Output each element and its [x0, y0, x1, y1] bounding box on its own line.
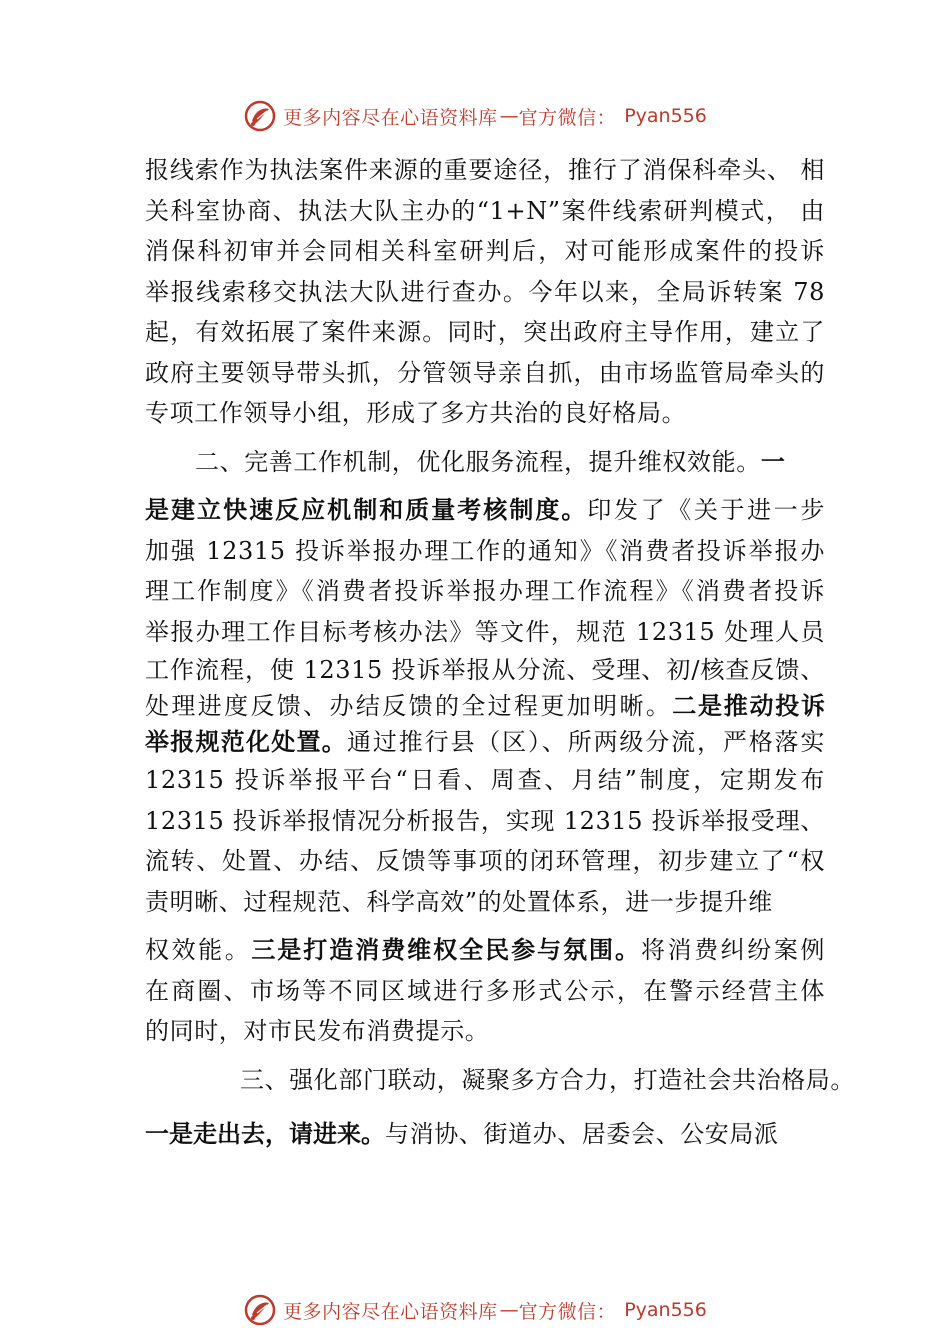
- body-line: 政府主要领导带头抓，分管领导亲自抓，由市场监管局牵头的: [145, 358, 825, 387]
- body-line: 起，有效拓展了案件来源。同时，突出政府主导作用，建立了: [145, 318, 825, 346]
- header-banner: [0, 96, 950, 136]
- section-heading: 三、强化部门联动，凝聚多方合力，打造社会共治格局。: [240, 1065, 855, 1094]
- body-line: 流转、处置、办结、反馈等事项的闭环管理，初步建立了“权: [145, 847, 825, 875]
- banner-account: Pyan556: [624, 105, 707, 127]
- body-line: [145, 930, 825, 971]
- body-text: 通过推行县（区）、所两级分流，严格落实: [347, 728, 825, 756]
- bold-phrase: 举报规范化处置。: [145, 728, 348, 756]
- banner-separator: —: [499, 105, 519, 127]
- bold-phrase: 一: [760, 447, 785, 476]
- body-text: 将消费纠纷案例: [640, 936, 826, 964]
- body-line: 理工作制度》《消费者投诉举报办理工作流程》《消费者投诉: [145, 577, 825, 605]
- body-line: 责明晰、过程规范、科学高效”的处置体系，进一步提升维: [145, 887, 773, 916]
- body-line: [145, 724, 825, 760]
- body-line: 关科室协商、执法大队主办的“1+N”案件线索研判模式， 由: [145, 196, 825, 225]
- section-heading: [145, 442, 825, 483]
- heading-text: 二、完善工作机制，优化服务流程，提升维权效能。: [195, 447, 761, 476]
- body-text: 权效能。: [145, 936, 252, 964]
- body-line: 在商圈、市场等不同区域进行多形式公示，在警示经营主体: [145, 976, 825, 1005]
- banner-separator: —: [499, 1299, 519, 1321]
- body-line: 加强 12315 投诉举报办理工作的通知》《消费者投诉举报办: [145, 536, 825, 565]
- body-text: 印发了《关于进一步: [587, 496, 825, 524]
- banner-title: 更多内容尽在心语资料库: [283, 106, 498, 129]
- footer-banner: [0, 1290, 950, 1330]
- bold-phrase: 是建立快速反应机制和质量考核制度。: [145, 496, 588, 524]
- body-text: 处理进度反馈、办结反馈的全过程更加明晰。: [145, 692, 673, 720]
- bold-phrase: 二是推动投诉: [672, 692, 826, 720]
- bold-phrase: 一是走出去，请进来。: [145, 1120, 385, 1148]
- body-line: 举报办理工作目标考核办法》等文件，规范 12315 处理人员: [145, 617, 825, 646]
- bold-phrase: 三是打造消费维权全民参与氛围。: [251, 936, 641, 964]
- body-line: 12315 投诉举报平台“日看、周查、月结”制度，定期发布: [145, 766, 825, 794]
- banner-account: Pyan556: [624, 1299, 707, 1321]
- red-circular-logo-icon: [243, 99, 277, 133]
- banner-wechat-label: 官方微信：: [518, 106, 617, 129]
- banner-wechat-label: 官方微信：: [518, 1300, 617, 1323]
- body-line: [145, 688, 825, 724]
- body-line: [145, 490, 825, 531]
- body-line: 专项工作领导小组，形成了多方共治的良好格局。: [145, 399, 687, 427]
- body-line: 12315 投诉举报情况分析报告，实现 12315 投诉举报受理、: [145, 806, 825, 835]
- document-body: [145, 150, 855, 1155]
- body-line: 举报线索移交执法大队进行查办。今年以来，全局诉转案 78: [145, 277, 825, 306]
- body-text: 与消协、街道办、居委会、公安局派: [385, 1120, 779, 1148]
- red-circular-logo-icon: [243, 1293, 277, 1327]
- body-line: 的同时，对市民发布消费提示。: [145, 1017, 490, 1045]
- body-line: [145, 1114, 825, 1155]
- body-line: 报线索作为执法案件来源的重要途径，推行了消保科牵头、 相: [145, 156, 825, 184]
- banner-title: 更多内容尽在心语资料库: [283, 1300, 498, 1323]
- body-line: 工作流程，使 12315 投诉举报从分流、受理、初/核查反馈、: [145, 656, 825, 684]
- body-line: 消保科初审并会同相关科室研判后，对可能形成案件的投诉: [145, 237, 825, 265]
